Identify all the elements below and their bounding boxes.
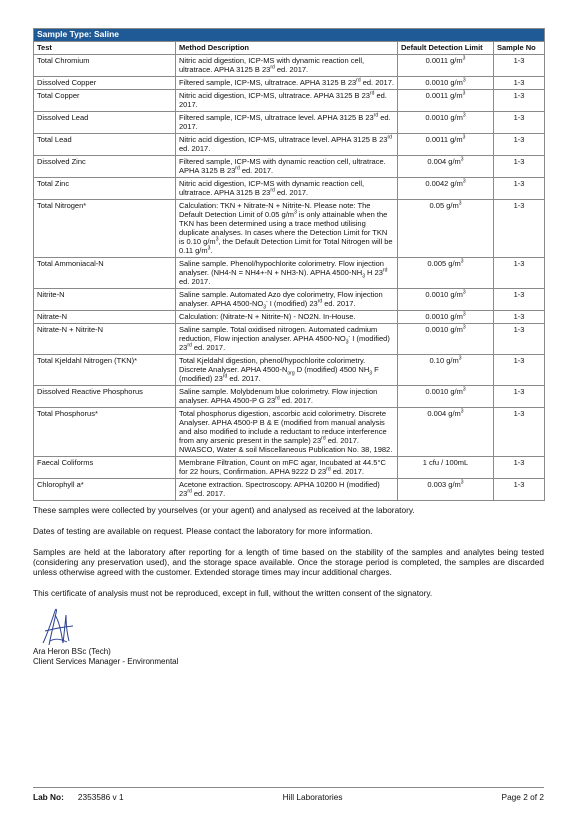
test-name: Total Ammoniacal-N [34,258,176,289]
report-page [33,28,544,609]
sample-number: 1-3 [494,77,545,90]
sample-type-label: Sample Type: Saline [34,29,545,42]
lab-no-label: Lab No: [33,792,64,802]
table-row [34,156,545,178]
method-description: Membrane Filtration, Count on mFC agar, Incubated at 44.5°C for 22 hours, Confirmation. APHA 9222 D 23rd ed. 2017. [176,457,398,479]
signatory-name: Ara Heron BSc (Tech) [33,647,111,656]
detection-limit: 0.0010 $g/m^3$ [398,311,494,324]
detection-limit: 0.0010 $g/m^3$ [398,289,494,311]
sample-number: 1-3 [494,178,545,200]
method-description: Total Kjeldahl digestion, phenol/hypochlorite colorimetry. Discrete Analyser. APHA $4500-N_{org}$ D (modified) 4500 $NH_3$ F (modified) 23rd ed. 2017. [176,355,398,386]
detection-limit: 0.0010 $g/m^3$ [398,77,494,90]
sample-number: 1-3 [494,311,545,324]
table-row [34,479,545,501]
table-row [34,258,545,289]
method-description: Calculation: TKN + Nitrate-N + Nitrite-N. Please note: The Default Detection Limit of 0.05 $g/m^3$ is only attainable when the TKN has been determined using a trace method utilising duplicate analyses. In cases where the Detection Limit for TKN is 0.10 $g/m^3$, the Default Detection Limit for Total Nitrogen will be 0.11 $g/m^3$. [176,200,398,258]
table-row [34,200,545,258]
detection-limit: 0.10 $g/m^3$ [398,355,494,386]
detection-limit: 0.005 $g/m^3$ [398,258,494,289]
test-name: Faecal Coliforms [34,457,176,479]
note-reproduction: This certificate of analysis must not be reproduced, except in full, without the written consent of the signatory. [33,588,433,598]
table-row [34,408,545,457]
table-row [34,77,545,90]
test-name: Total Kjeldahl Nitrogen (TKN)* [34,355,176,386]
table-row [34,311,545,324]
method-description: Acetone extraction. Spectroscopy. APHA 10200 H (modified) 23rd ed. 2017. [176,479,398,501]
lab-no-value: 2353586 v 1 [77,792,124,802]
detection-limit: 0.05 $g/m^3$ [398,200,494,258]
method-description: Total phosphorus digestion, ascorbic acid colorimetry. Discrete Analyser. APHA 4500-P B & E (modified from manual analysis and also modified to include a reductant to reduce interference from any arsenic present in the sample) 23rd ed. 2017. NWASCO, Water & soil Miscellaneous Publication No. 38, 1982. [176,408,398,457]
detection-limit: 0.0011 $g/m^3$ [398,55,494,77]
test-name: Total Nitrogen* [34,200,176,258]
table-row [34,355,545,386]
table-row [34,289,545,311]
method-description: Calculation: (Nitrate-N + Nitrite-N) - NO2N. In-House. [176,311,398,324]
test-name: Dissolved Zinc [34,156,176,178]
test-name: Total Phosphorus* [34,408,176,457]
header-sample-no: Sample No [494,42,545,55]
table-row [34,112,545,134]
sample-number: 1-3 [494,90,545,112]
header-method-description: Method Description [176,42,398,55]
page-number: Page 2 of 2 [501,792,544,802]
table-row [34,178,545,200]
note-dates: Dates of testing are available on request. Please contact the laboratory for more information. [33,526,373,536]
detection-limit: 0.0010 $g/m^3$ [398,112,494,134]
table-row [34,324,545,355]
detection-limit: 0.0042 $g/m^3$ [398,178,494,200]
test-name: Total Copper [34,90,176,112]
test-name: Chlorophyll a* [34,479,176,501]
test-name: Dissolved Reactive Phosphorus [34,386,176,408]
method-description: Nitric acid digestion, ICP-MS, ultratrace level. APHA 3125 B 23rd ed. 2017. [176,134,398,156]
note-collection: These samples were collected by yourselves (or your agent) and analysed as received at the laboratory. [33,505,415,515]
method-description: Filtered sample, ICP-MS with dynamic reaction cell, ultratrace. APHA 3125 B 23rd ed. 2017. [176,156,398,178]
method-description: Nitric acid digestion, ICP-MS, ultratrace. APHA 3125 B 23rd ed. 2017. [176,90,398,112]
detection-limit: 1 cfu / 100mL [398,457,494,479]
sample-number: 1-3 [494,112,545,134]
test-name: Dissolved Lead [34,112,176,134]
sample-number: 1-3 [494,134,545,156]
sample-number: 1-3 [494,289,545,311]
sample-number: 1-3 [494,479,545,501]
lab-number [33,792,124,802]
table-row [34,90,545,112]
detection-limit: 0.0010 $g/m^3$ [398,324,494,355]
test-name: Nitrite-N [34,289,176,311]
sample-number: 1-3 [494,200,545,258]
method-description: Saline sample. Molybdenum blue colorimetry. Flow injection analyser. APHA 4500-P G 23rd ed. 2017. [176,386,398,408]
detection-limit: 0.0011 $g/m^3$ [398,90,494,112]
company-name: Hill Laboratories [282,792,343,802]
test-name: Nitrate-N [34,311,176,324]
sample-number: 1-3 [494,258,545,289]
sample-number: 1-3 [494,457,545,479]
test-name: Total Zinc [34,178,176,200]
sample-number: 1-3 [494,408,545,457]
table-row [34,386,545,408]
table-row [34,134,545,156]
detection-limit: 0.004 $g/m^3$ [398,408,494,457]
sample-number: 1-3 [494,55,545,77]
sample-number: 1-3 [494,386,545,408]
method-description: Saline sample. Phenol/hypochlorite colorimetry. Flow injection analyser. (NH4-N = NH4+-N + NH3-N). APHA $4500-NH_3$ H 23rd ed. 2017. [176,258,398,289]
table-row [34,55,545,77]
test-name: Total Chromium [34,55,176,77]
method-description: Saline sample. Total oxidised nitrogen. Automated cadmium reduction, Flow injection analyser. APHA $4500-NO_3^-$ I (modified) 23rd ed. 2017. [176,324,398,355]
table-row [34,457,545,479]
sample-number: 1-3 [494,156,545,178]
method-description: Saline sample. Automated Azo dye colorimetry, Flow injection analyser. APHA $4500-NO_3^-$ I (modified) 23rd ed. 2017. [176,289,398,311]
method-description: Nitric acid digestion, ICP-MS with dynamic reaction cell, ultratrace. APHA 3125 B 23rd ed. 2017. [176,178,398,200]
page-footer [33,787,544,802]
sample-number: 1-3 [494,324,545,355]
signature-image [33,605,93,647]
test-name: Nitrate-N + Nitrite-N [34,324,176,355]
test-name: Total Lead [34,134,176,156]
method-description: Nitric acid digestion, ICP-MS with dynamic reaction cell, ultratrace. APHA 3125 B 23rd ed. 2017. [176,55,398,77]
table-header-row [34,42,545,55]
test-name: Dissolved Copper [34,77,176,90]
sample-type-banner [34,29,545,42]
detection-limit: 0.0010 $g/m^3$ [398,386,494,408]
detection-limit: 0.003 $g/m^3$ [398,479,494,501]
detection-limit: 0.004 $g/m^3$ [398,156,494,178]
methods-table [33,28,545,501]
signatory-title: Client Services Manager - Environmental [33,657,179,666]
signature-block [33,605,233,667]
detection-limit: 0.0011 $g/m^3$ [398,134,494,156]
header-detection-limit: Default Detection Limit [398,42,494,55]
note-storage: Samples are held at the laboratory after reporting for a length of time based on the stability of the samples and analytes being tested (considering any preservation used), and the storage space available. Once the storage period is completed, the samples are discarded unless otherwise agreed with the customer. Extended storage times may incur additional charges. [33,547,544,577]
notes-section [33,505,544,598]
sample-number: 1-3 [494,355,545,386]
method-description: Filtered sample, ICP-MS, ultratrace. APHA 3125 B 23rd ed. 2017. [176,77,398,90]
header-test: Test [34,42,176,55]
method-description: Filtered sample, ICP-MS, ultratrace level. APHA 3125 B 23rd ed. 2017. [176,112,398,134]
